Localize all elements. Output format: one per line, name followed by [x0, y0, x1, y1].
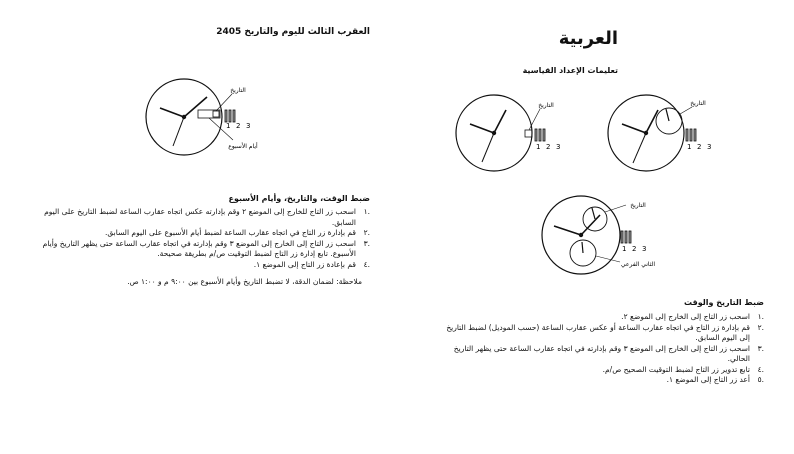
step-number: .٣	[757, 343, 764, 353]
step-text: قم بإدارة زر التاج في اتجاه عقارب الساعة لضبط أيام الأسبوع على اليوم السابق.	[104, 228, 356, 237]
position-3: 3	[642, 245, 647, 253]
step-number: .١	[363, 207, 370, 216]
step-number: .٥	[757, 375, 764, 384]
movement-title: العقرب الثالث لليوم والتاريخ 2405	[216, 27, 370, 37]
step-text: اسحب زر التاج إلى الخارج إلى الموضع ٢.	[621, 312, 750, 321]
step-item	[434, 344, 764, 365]
position-1: 1	[687, 143, 692, 151]
date-label: التاريخ	[538, 102, 554, 109]
time-date-weekday-steps	[40, 207, 370, 270]
date-label: التاريخ	[690, 100, 706, 107]
dual-subdial-diagram	[542, 196, 655, 274]
step-number: .٣	[363, 238, 370, 248]
step-number: .٢	[363, 228, 370, 237]
position-2: 2	[697, 143, 702, 151]
step-item	[40, 228, 370, 239]
step-text: قم بإعادة زر التاج إلى الموضع ١.	[253, 259, 356, 269]
date-time-steps	[434, 312, 764, 386]
position-3: 3	[707, 143, 712, 151]
position-1: 1	[536, 143, 541, 151]
step-text: اسحب زر التاج إلى الخارج إلى الموضع ٣ وقم بإدارته في اتجاه عقارب الساعة حتى يظهر التاريخ الحالي.	[453, 343, 750, 363]
subdial-label: الثاني الفرعي	[620, 261, 656, 268]
step-item	[434, 323, 764, 344]
step-number: .١	[757, 312, 764, 321]
step-item	[40, 260, 370, 271]
step-text: أعد زر التاج إلى الموضع ١.	[666, 375, 750, 384]
position-2: 2	[236, 122, 241, 130]
language-title: العربية	[558, 28, 618, 49]
step-item	[434, 312, 764, 323]
step-item	[434, 375, 764, 386]
date-window	[213, 111, 219, 117]
position-2: 2	[546, 143, 551, 151]
section-heading-date-time: ضبط التاريخ والوقت	[684, 298, 764, 307]
step-text: اسحب زر التاج للخارج إلى الموضع ٢ وقم بإدارته عكس اتجاه عقارب الساعة لضبط التاريخ على اليوم السابق.	[44, 207, 356, 227]
accuracy-note: ملاحظة: لضمان الدقة، لا تضبط التاريخ وأيام الأسبوع بين ٩:٠٠ م و ١:٠٠ ص.	[127, 277, 362, 286]
standard-setup-heading: تعليمات الإعداد القياسية	[522, 66, 618, 75]
step-item	[40, 239, 370, 260]
date-label: التاريخ	[230, 87, 246, 94]
position-2: 2	[632, 245, 637, 253]
step-item	[434, 365, 764, 376]
step-number: .٢	[757, 322, 764, 332]
day-date-diagram	[146, 79, 258, 155]
position-3: 3	[246, 122, 251, 130]
step-text: تابع تدوير زر التاج لضبط التوقيت الصحيح ص/م.	[602, 364, 750, 374]
step-number: .٤	[363, 259, 370, 269]
position-1: 1	[622, 245, 627, 253]
step-number: .٤	[757, 364, 764, 374]
step-text: قم بإدارة زر التاج في اتجاه عقارب الساعة أو عكس عقارب الساعة (حسب الموديل) لضبط التاريخ إلى اليوم السابق.	[446, 322, 750, 342]
date-window	[525, 130, 532, 137]
step-text: اسحب زر التاج إلى الخارج إلى الموضع ٣ وقم بإدارته في اتجاه عقارب الساعة حتى يظهر التاريخ وأيام الأسبوع. تابع إدارة زر التاج لضبط التوقيت ص/م بطريقة صحيحة.	[42, 238, 356, 258]
weekday-label: أيام الأسبوع	[228, 143, 258, 150]
date-subdial-diagram	[608, 95, 711, 171]
position-3: 3	[556, 143, 561, 151]
date-label: التاريخ	[630, 202, 646, 209]
step-item	[40, 207, 370, 228]
date-window-diagram	[456, 95, 560, 171]
section-heading-time-date-weekday: ضبط الوقت، والتاريخ، وأيام الأسبوع	[228, 194, 370, 203]
position-1: 1	[226, 122, 231, 130]
